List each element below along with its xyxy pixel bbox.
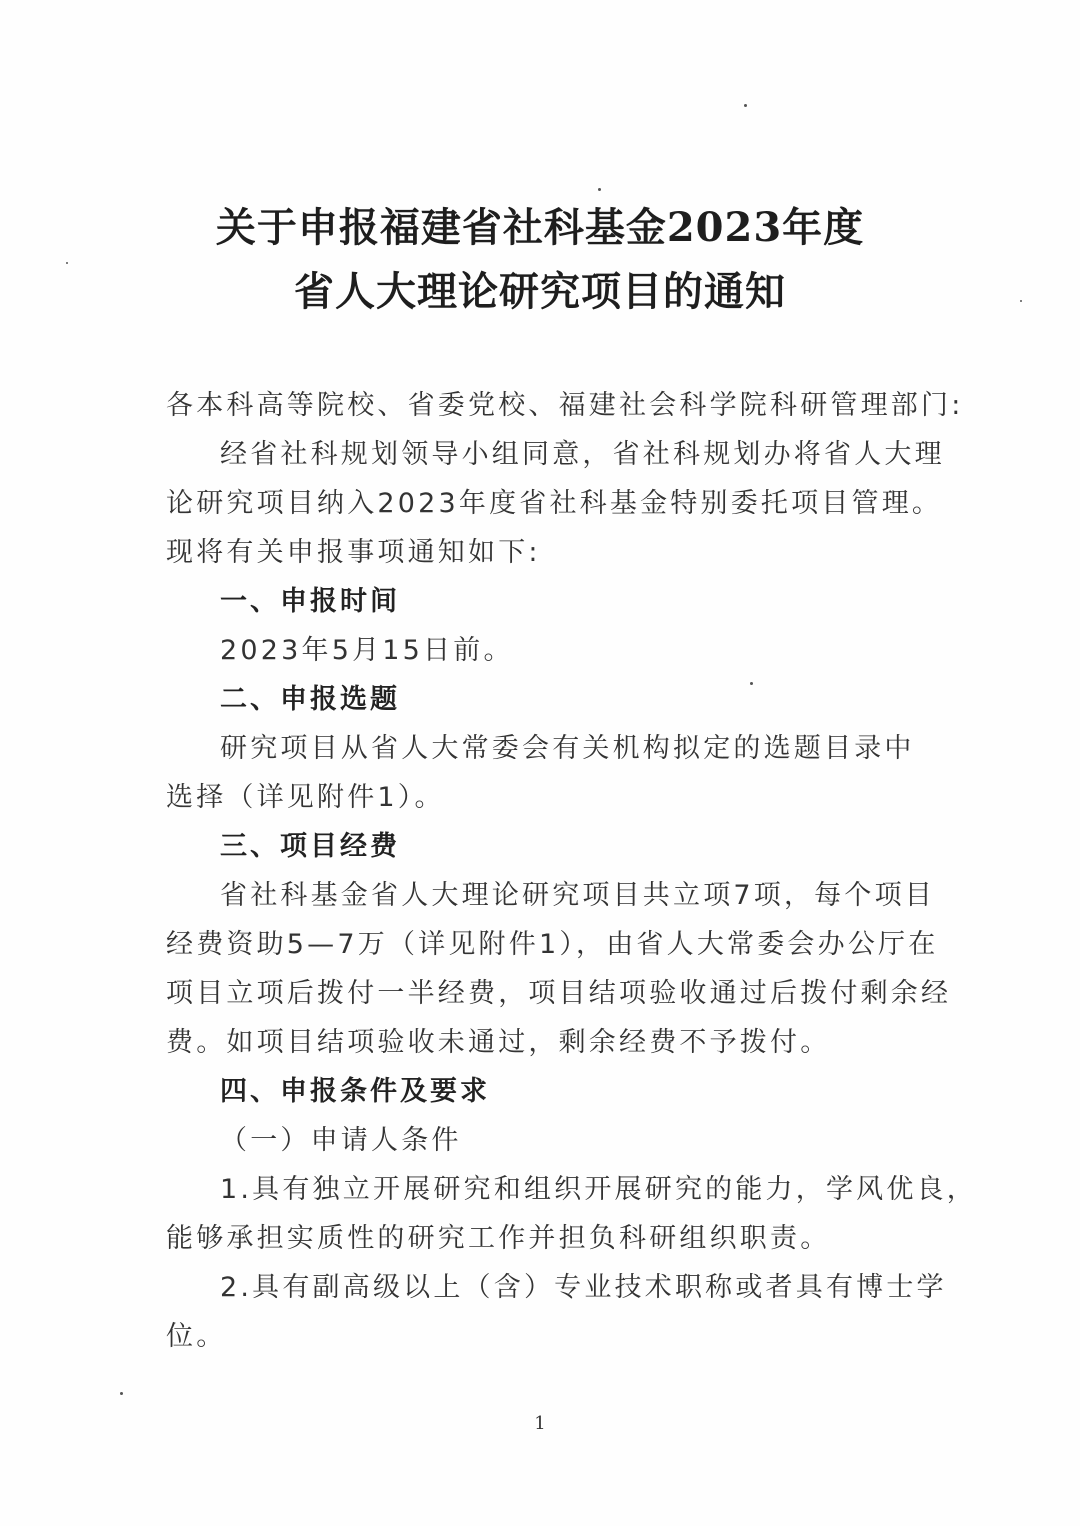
intro-line-1: 经省社科规划领导小组同意，省社科规划办将省人大理 — [220, 439, 945, 470]
section-4-subheading: （一）申请人条件 — [220, 1125, 462, 1156]
section-4-item-2-line-2: 位。 — [166, 1321, 227, 1352]
section-2-body-line-2: 选择（详见附件1）。 — [166, 782, 445, 813]
scan-speck — [1020, 300, 1022, 302]
scan-speck — [66, 262, 68, 264]
section-4-item-1-line-1: 1.具有独立开展研究和组织开展研究的能力，学风优良， — [220, 1174, 977, 1205]
section-3-heading: 三、项目经费 — [220, 831, 400, 862]
section-1-body: 2023年5月15日前。 — [220, 635, 514, 666]
scan-speck — [120, 1392, 123, 1395]
intro-line-2: 论研究项目纳入2023年度省社科基金特别委托项目管理。 — [166, 488, 943, 519]
section-2-body-line-1: 研究项目从省人大常委会有关机构拟定的选题目录中 — [220, 733, 915, 764]
section-4-item-1-line-2: 能够承担实质性的研究工作并担负科研组织职责。 — [166, 1223, 831, 1254]
document-title-line-2: 省人大理论研究项目的通知 — [294, 268, 786, 315]
page-number: 1 — [534, 1413, 546, 1434]
section-3-body-line-4: 费。如项目结项验收未通过，剩余经费不予拨付。 — [166, 1027, 831, 1058]
section-3-body-line-3: 项目立项后拨付一半经费，项目结项验收通过后拨付剩余经 — [166, 978, 952, 1009]
section-1-heading: 一、申报时间 — [220, 586, 400, 617]
scan-speck — [598, 188, 601, 191]
intro-line-3: 现将有关申报事项通知如下: — [166, 537, 541, 568]
salutation: 各本科高等院校、省委党校、福建社会科学院科研管理部门: — [166, 390, 964, 421]
section-2-heading: 二、申报选题 — [220, 684, 400, 715]
section-3-body-line-1: 省社科基金省人大理论研究项目共立项7项，每个项目 — [220, 880, 935, 911]
document-title-line-1: 关于申报福建省社科基金2023年度 — [215, 204, 865, 251]
scan-speck — [744, 104, 747, 107]
section-4-heading: 四、申报条件及要求 — [220, 1076, 490, 1107]
section-4-item-2-line-1: 2.具有副高级以上（含）专业技术职称或者具有博士学 — [220, 1272, 947, 1303]
section-3-body-line-2: 经费资助5—7万（详见附件1），由省人大常委会办公厅在 — [166, 929, 939, 960]
scan-speck — [750, 682, 753, 685]
